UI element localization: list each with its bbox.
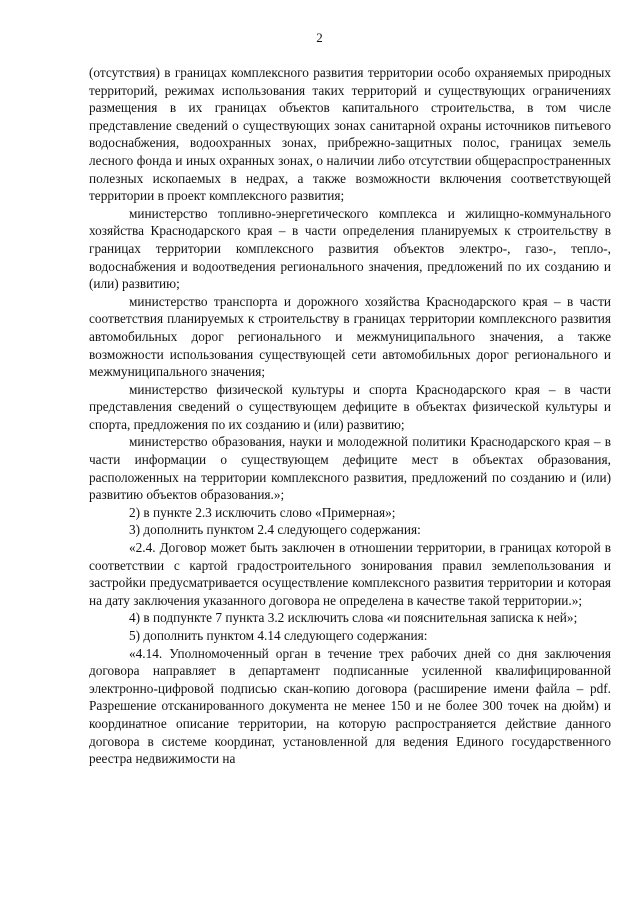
document-body <box>89 64 611 768</box>
paragraph-item-4: 4) в подпункте 7 пункта 3.2 исключить слова «и пояснительная записка к ней»; <box>129 610 578 626</box>
paragraph-energy-ministry: министерство топливно-энергетического комплекса и жилищно-коммунального хозяйства Краснодарского края – в части определения планируемых к строительству в границах территории комплексного развития объектов электро-, газо-, тепло-, водоснабжения и водоотведения регионального значения, предложений по их созданию и (или) развитию; <box>89 205 611 292</box>
paragraph-sports-ministry: министерство физической культуры и спорта Краснодарского края – в части представления сведений о существующем дефиците в объектах физической культуры и спорта, предложения по их созданию и (или) развитию; <box>89 381 611 432</box>
paragraph-item-3: 3) дополнить пунктом 2.4 следующего содержания: <box>129 522 421 538</box>
paragraph-clause-4-14: «4.14. Уполномоченный орган в течение трех рабочих дней со дня заключения договора направляет в департамент подписанные усиленной квалифицированной электронно-цифровой подписью скан-копию договора (расширение имени файла – pdf. Разрешение отсканированного документа не менее 150 и не более 300 точек на дюйм) и координатное описание территории, на которую распространяется действие данного договора в системе координат, установленной для ведения Единого государственного реестра недвижимости на <box>89 645 611 767</box>
page-number: 2 <box>316 30 323 45</box>
paragraph-clause-2-4: «2.4. Договор может быть заключен в отношении территории, в границах которой в соответствии с картой градостроительного зонирования правил землепользования и застройки предусматривается осуществление комплексного развития территории и которая на дату заключения указанного договора не определена в качестве такой территории.»; <box>89 540 611 608</box>
paragraph-transport-ministry: министерство транспорта и дорожного хозяйства Краснодарского края – в части соответствия планируемых к строительству в границах территории комплексного развития автомобильных дорог регионального и межмуниципального значения, а также возможности использования существующей сети автомобильных дорог регионального и межмуниципального значения; <box>89 293 611 380</box>
paragraph-protected-areas: (отсутствия) в границах комплексного развития территории особо охраняемых природных территорий, режимах использования таких территорий и существующих ограничениях размещения в их границах объектов капитального строительства, в том числе представление сведений о существующих зонах санитарной охраны источников питьевого водоснабжения, водоохранных зонах, прибрежно-защитных полос, границах земель лесного фонда и иных охранных зонах, о наличии либо отсутствии общераспространенных полезных ископаемых в недрах, а также возможности включения соответствующей территории в проект комплексного развития; <box>89 65 611 204</box>
paragraph-education-ministry: министерство образования, науки и молодежной политики Краснодарского края – в части информации о существующем дефиците мест в объектах образования, расположенных на территории комплексного развития, предложений по созданию и (или) развитию объектов образования.»; <box>89 434 611 503</box>
paragraph-item-5: 5) дополнить пунктом 4.14 следующего содержания: <box>129 628 428 643</box>
paragraph-item-2: 2) в пункте 2.3 исключить слово «Примерная»; <box>129 504 396 520</box>
